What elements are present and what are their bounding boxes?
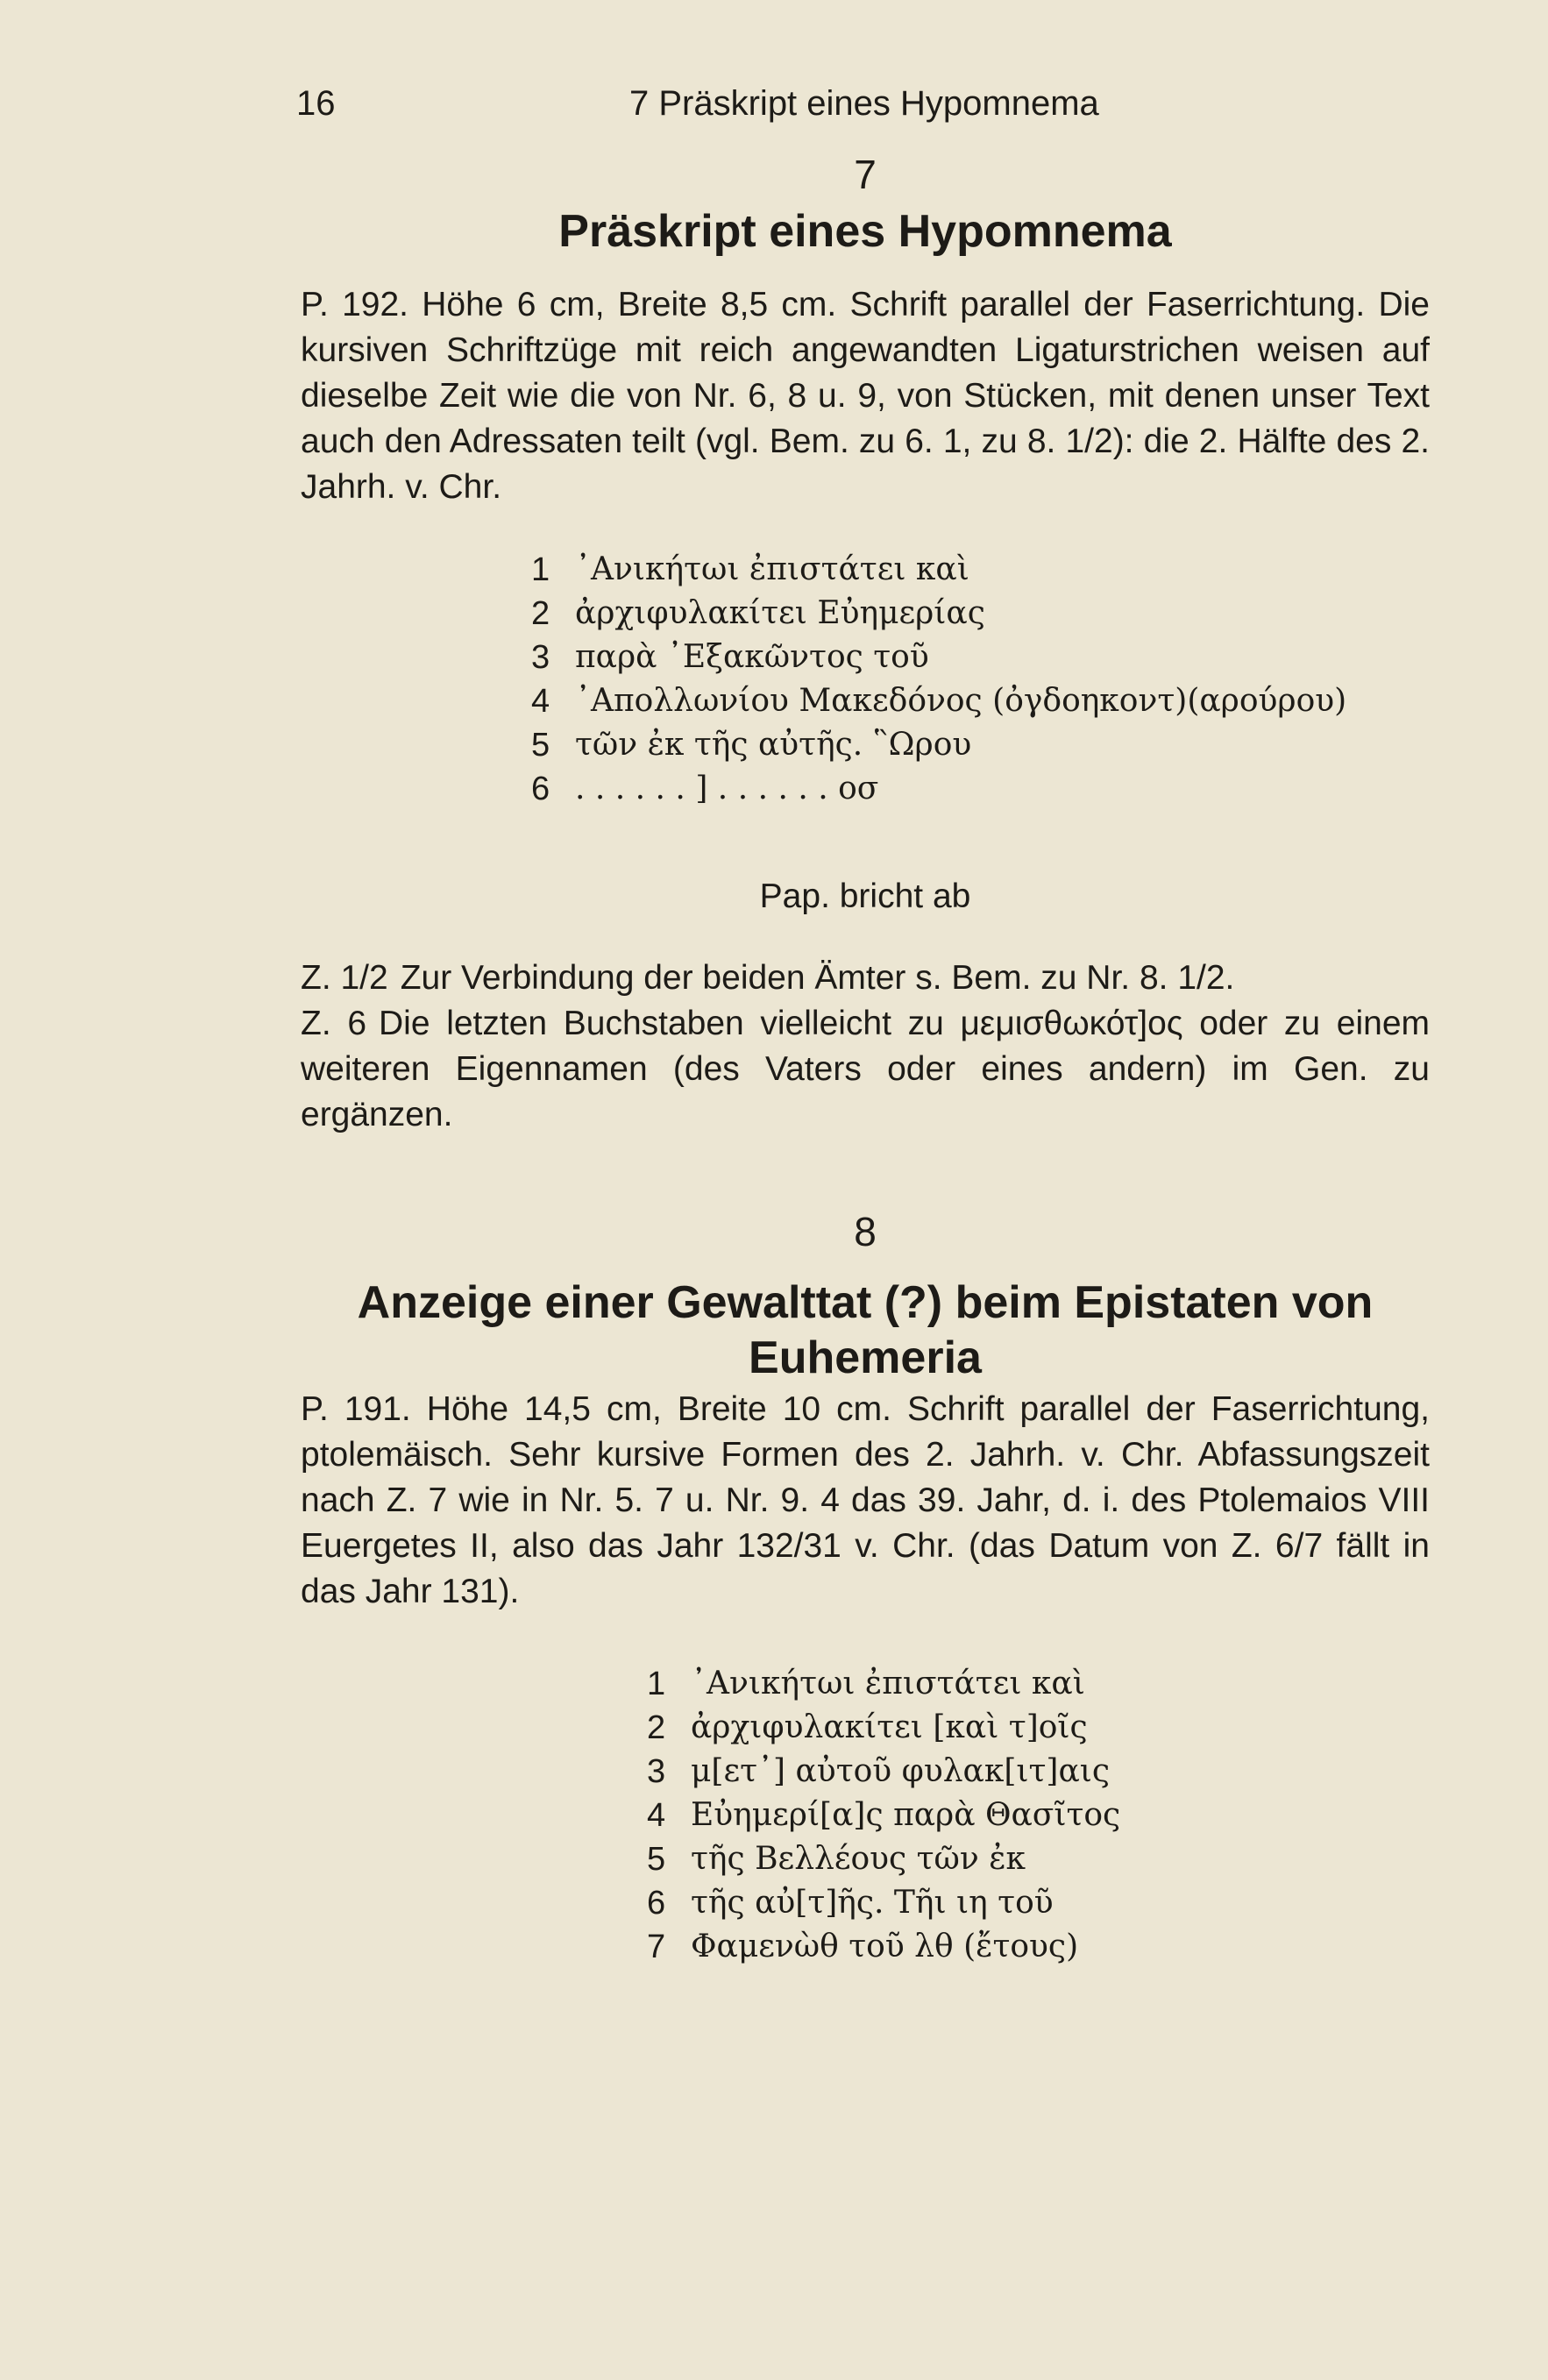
greek-text: Εὐημερί[α]ς παρὰ Θασῖτος — [691, 1797, 1121, 1833]
transcription-line — [531, 679, 1408, 723]
greek-text: ᾿Απολλωνίου Μακεδόνος (ὀγδοηκοντ)(αρούρου) — [575, 683, 1347, 719]
note — [301, 956, 1430, 1001]
section-8-description: P. 191. Höhe 14,5 cm, Breite 10 cm. Schrift parallel der Faserrichtung, ptolemäisch. Sehr kursive Formen des 2. Jahrh. v. Chr. Abfassungszeit nach Z. 7 wie in Nr. 5. 7 u. Nr. 9. 4 das 39. Jahr, d. i. des Ptolemaios VIII Euergetes II, also das Jahr 132/31 v. Chr. (das Datum von Z. 6/7 fällt in das Jahr 131). — [301, 1390, 1430, 1610]
greek-text: μ[ετ᾿] αὐτοῦ φυλακ[ιτ]αις — [691, 1753, 1111, 1789]
transcription-line — [647, 1662, 1436, 1706]
section-7-transcription — [531, 548, 1408, 811]
section-title-line-1: Anzeige einer Gewalttat (?) beim Epistaten von — [357, 1277, 1374, 1328]
transcription-line — [531, 767, 1408, 811]
transcription-line — [531, 548, 1408, 592]
section-8-heading — [301, 1211, 1430, 1383]
line-number: 2 — [531, 595, 550, 632]
note-ref: Z. 1/2 — [301, 959, 388, 997]
page-number: 16 — [296, 84, 336, 123]
line-number: 5 — [647, 1841, 666, 1878]
note — [301, 1001, 1430, 1138]
greek-text: ἀρχιφυλακίτει [καὶ τ]οῖς — [691, 1709, 1088, 1745]
note-text: Zur Verbindung der beiden Ämter s. Bem. zu Nr. 8. 1/2. — [400, 959, 1235, 997]
line-number: 3 — [647, 1753, 666, 1790]
line-number: 6 — [531, 771, 550, 807]
greek-text: ᾿Ανικήτωι ἐπιστάτει καὶ — [691, 1666, 1085, 1702]
section-7-notes — [301, 956, 1430, 1138]
line-number: 3 — [531, 639, 550, 676]
line-number: 1 — [531, 551, 550, 588]
line-number: 4 — [531, 683, 550, 720]
greek-text: τῆς Βελλέους τῶν ἐκ — [691, 1841, 1026, 1877]
line-number: 5 — [531, 727, 550, 764]
transcription-line — [647, 1794, 1436, 1837]
line-number: 4 — [647, 1797, 666, 1834]
section-number: 7 — [854, 152, 877, 197]
section-title: Präskript eines Hypomnema — [558, 206, 1172, 257]
line-number: 6 — [647, 1885, 666, 1922]
section-7-description: P. 192. Höhe 6 cm, Breite 8,5 cm. Schrift parallel der Faserrichtung. Die kursiven Schriftzüge mit reich angewandten Ligaturstrichen weisen auf dieselbe Zeit wie die von Nr. 6, 8 u. 9, von Stücken, mit denen unser Text auch den Adressaten teilt (vgl. Bem. zu 6. 1, zu 8. 1/2): die 2. Hälfte des 2. Jahrh. v. Chr. — [301, 286, 1430, 506]
greek-text: τῆς αὐ[τ]ῆς. Τῆι ιη τοῦ — [691, 1885, 1054, 1921]
section-7-heading — [301, 154, 1430, 257]
section-8-transcription — [647, 1662, 1436, 1969]
transcription-line — [647, 1706, 1436, 1750]
greek-text: τῶν ἐκ τῆς αὐτῆς. ῝Ωρου — [575, 727, 972, 763]
transcription-line — [531, 636, 1408, 679]
transcription-line — [647, 1925, 1436, 1969]
transcription-line — [647, 1881, 1436, 1925]
line-number: 1 — [647, 1666, 666, 1702]
greek-text: Φαμενὼθ τοῦ λθ (ἔτους) — [691, 1929, 1079, 1964]
section-number: 8 — [854, 1209, 877, 1254]
transcription-line — [647, 1750, 1436, 1794]
running-title: 7 Präskript eines Hypomnema — [629, 84, 1099, 123]
note-text: Die letzten Buchstaben vielleicht zu μεμισθωκότ]ος oder zu einem weiteren Eigennamen (des Vaters oder eines andern) im Gen. zu ergänzen. — [301, 1005, 1430, 1133]
line-number: 2 — [647, 1709, 666, 1746]
transcription-line — [531, 592, 1408, 636]
greek-text: ᾿Ανικήτωι ἐπιστάτει καὶ — [575, 551, 969, 587]
section-title-line-2: Euhemeria — [749, 1332, 982, 1384]
greek-text: ἀρχιφυλακίτει Εὐημερίας — [575, 595, 985, 631]
transcription-line — [647, 1837, 1436, 1881]
transcription-line — [531, 723, 1408, 767]
greek-text: παρὰ ᾿Εξακῶντος τοῦ — [575, 639, 929, 675]
line-number: 7 — [647, 1929, 666, 1965]
note-ref: Z. 6 — [301, 1005, 367, 1042]
break-note: Pap. bricht ab — [759, 877, 971, 915]
page-header — [0, 84, 1548, 137]
greek-text: . . . . . . ] . . . . . . οσ — [575, 771, 879, 806]
